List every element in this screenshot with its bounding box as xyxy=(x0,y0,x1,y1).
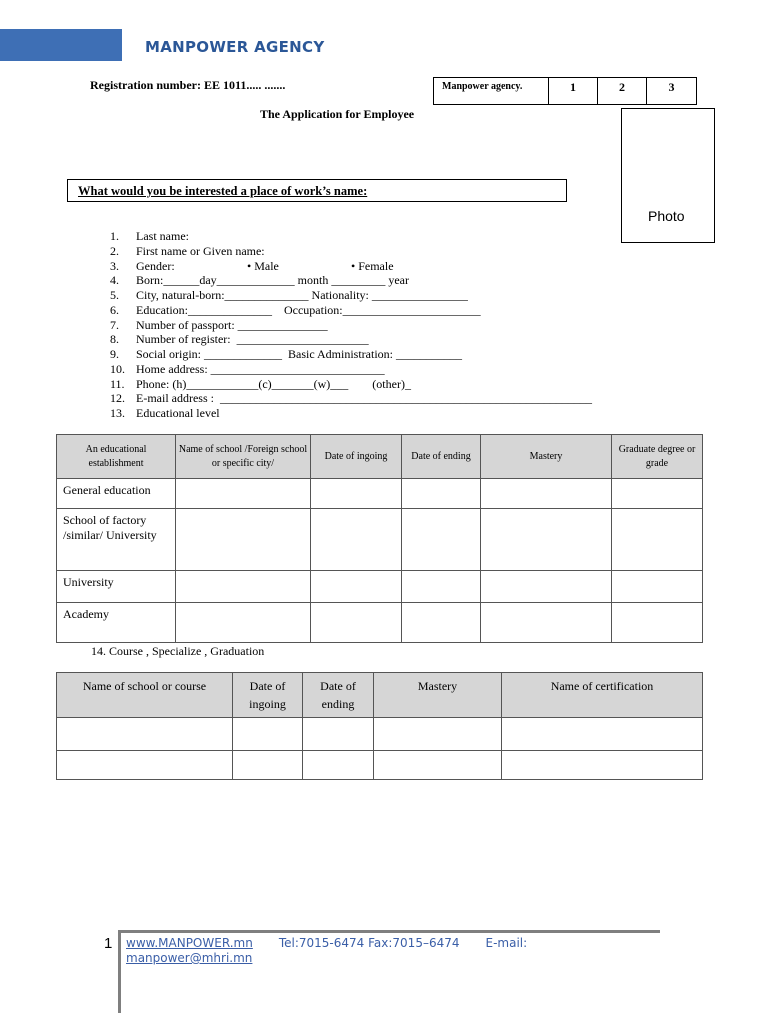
email-label: E-mail: xyxy=(485,936,528,950)
gender-male-option[interactable]: • Male xyxy=(247,258,279,273)
table-header: Graduate degree or grade xyxy=(612,435,703,479)
footer-divider xyxy=(118,930,660,933)
table-cell[interactable] xyxy=(311,509,402,571)
table-cell[interactable] xyxy=(502,718,703,751)
form-title: The Application for Employee xyxy=(260,107,415,121)
table-row xyxy=(57,603,703,643)
table-header-row xyxy=(57,673,703,718)
field-item[interactable]: 6. Education:______________ Occupation:_______________________ xyxy=(110,302,481,317)
field-item[interactable]: 10. Home address: _____________________________ xyxy=(110,361,385,376)
table-cell[interactable] xyxy=(176,571,311,603)
page-number: 1 xyxy=(104,935,113,952)
table-header: Name of certification xyxy=(502,673,703,718)
row-label: University xyxy=(57,571,176,603)
table-header: Date of ending xyxy=(303,673,374,718)
field-item-gender[interactable]: 3. Gender: • Male • Female xyxy=(110,258,394,273)
registration-number: Registration number: EE 1011..... ....... xyxy=(90,78,286,92)
row-label: School of factory /similar/ University xyxy=(57,509,176,571)
table-cell[interactable] xyxy=(311,479,402,509)
field-item[interactable]: 9. Social origin: _____________ Basic Administration: ___________ xyxy=(110,347,462,361)
agency-box-label: Manpower agency. xyxy=(434,78,549,104)
table-row xyxy=(57,751,703,780)
applicant-field-list xyxy=(110,229,650,421)
table-cell[interactable] xyxy=(612,603,703,643)
table-cell[interactable] xyxy=(481,479,612,509)
table-header: Mastery xyxy=(481,435,612,479)
table-cell[interactable] xyxy=(311,571,402,603)
table-cell[interactable] xyxy=(402,509,481,571)
table-cell[interactable] xyxy=(612,479,703,509)
table-cell[interactable] xyxy=(176,479,311,509)
table-header: Name of school /Foreign school or specific city/ xyxy=(176,435,311,479)
table-cell[interactable] xyxy=(374,751,502,780)
field-item[interactable]: 4. Born:______day_____________ month _________ year xyxy=(110,273,409,288)
table-cell[interactable] xyxy=(402,479,481,509)
course-section-label: 14. Course , Specialize , Graduation xyxy=(91,644,265,658)
agency-box xyxy=(433,77,697,105)
website-link[interactable]: www.MANPOWER.mn xyxy=(126,936,253,950)
field-item[interactable]: 8. Number of register: ______________________ xyxy=(110,332,369,347)
table-cell[interactable] xyxy=(303,718,374,751)
table-cell[interactable] xyxy=(311,603,402,643)
table-row xyxy=(57,718,703,751)
email-link[interactable]: manpower@mhri.mn xyxy=(126,951,253,965)
table-row xyxy=(57,571,703,603)
table-header: Date of ingoing xyxy=(311,435,402,479)
table-cell[interactable] xyxy=(502,751,703,780)
workplace-question[interactable] xyxy=(67,179,567,202)
table-row xyxy=(57,509,703,571)
table-cell[interactable] xyxy=(374,718,502,751)
agency-box-cell-2: 2 xyxy=(598,78,647,104)
agency-box-cell-3: 3 xyxy=(668,80,675,94)
table-cell[interactable] xyxy=(402,571,481,603)
field-item: 13. Educational level xyxy=(110,406,220,420)
workplace-question-text: What would you be interested a place of work’s name: xyxy=(78,184,368,198)
table-cell[interactable] xyxy=(57,718,233,751)
table-cell[interactable] xyxy=(612,571,703,603)
course-table xyxy=(56,672,703,780)
field-item[interactable]: 2. First name or Given name: xyxy=(110,243,265,258)
header-accent-bar xyxy=(0,29,122,61)
field-item[interactable]: 12. E-mail address : ______________________________________________________________ xyxy=(110,391,592,406)
footer-contact xyxy=(126,936,646,966)
table-header-row xyxy=(57,435,703,479)
row-label: Academy xyxy=(57,603,176,643)
agency-title: MANPOWER AGENCY xyxy=(145,38,325,56)
table-cell[interactable] xyxy=(233,718,303,751)
table-header: Name of school or course xyxy=(57,673,233,718)
table-cell[interactable] xyxy=(233,751,303,780)
table-cell[interactable] xyxy=(481,509,612,571)
gender-female-option[interactable]: • Female xyxy=(351,258,394,273)
table-cell[interactable] xyxy=(176,509,311,571)
row-label: General education xyxy=(57,479,176,509)
table-row xyxy=(57,479,703,509)
table-cell[interactable] xyxy=(612,509,703,571)
field-item[interactable]: 7. Number of passport: _______________ xyxy=(110,317,328,332)
field-item[interactable]: 11. Phone: (h)____________(c)_______(w)___ (other)_ xyxy=(110,376,411,391)
table-cell[interactable] xyxy=(176,603,311,643)
table-header: An educational establishment xyxy=(57,435,176,479)
table-header: Mastery xyxy=(374,673,502,718)
field-item[interactable]: 1. Last name: xyxy=(110,229,189,243)
field-item[interactable]: 5. City, natural-born:______________ Nationality: ________________ xyxy=(110,288,468,302)
table-cell[interactable] xyxy=(481,603,612,643)
table-cell[interactable] xyxy=(481,571,612,603)
agency-box-cell-1: 1 xyxy=(549,78,598,104)
table-header: Date of ending xyxy=(402,435,481,479)
table-cell[interactable] xyxy=(402,603,481,643)
table-header: Date of ingoing xyxy=(233,673,303,718)
table-cell[interactable] xyxy=(57,751,233,780)
photo-label: Photo xyxy=(648,208,685,224)
footer-divider-vertical xyxy=(118,931,121,1013)
table-cell[interactable] xyxy=(303,751,374,780)
education-table xyxy=(56,434,703,643)
phone-fax: Tel:7015-6474 Fax:7015–6474 xyxy=(278,936,460,950)
